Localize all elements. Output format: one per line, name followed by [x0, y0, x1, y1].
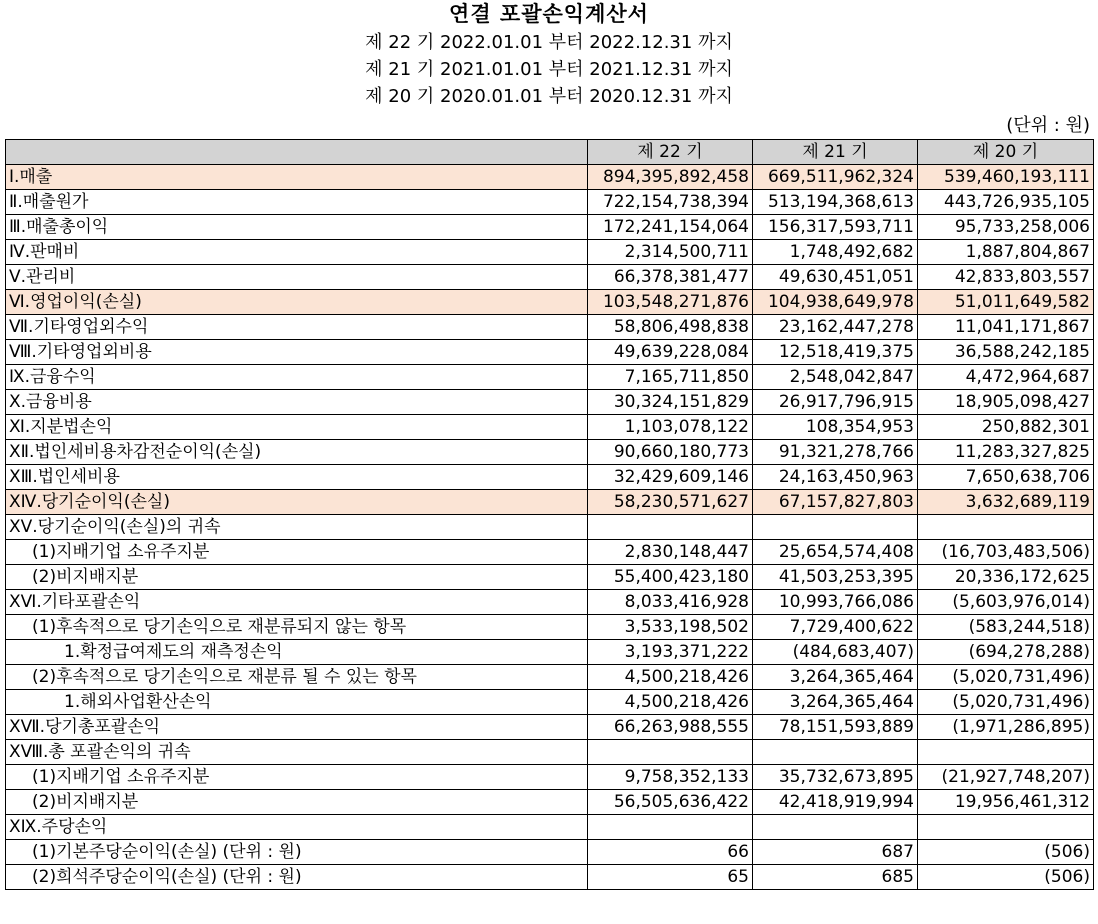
income-statement-table: [5, 139, 1094, 890]
table-row: [6, 690, 1094, 715]
row-value-p21: 49,630,451,051: [753, 265, 918, 290]
row-value-p20: (583,244,518): [918, 615, 1094, 640]
table-row: [6, 490, 1094, 515]
row-label: (1)지배기업 소유주지분: [6, 765, 588, 790]
row-value-p20: (21,927,748,207): [918, 765, 1094, 790]
row-value-p20: (5,020,731,496): [918, 690, 1094, 715]
row-value-p20: (506): [918, 865, 1094, 890]
row-value-p20: 95,733,258,006: [918, 215, 1094, 240]
row-label: Ⅹ.금융비용: [6, 390, 588, 415]
table-row: [6, 240, 1094, 265]
row-value-p21: 687: [753, 840, 918, 865]
row-value-p21: [753, 515, 918, 540]
row-value-p22: 66: [588, 840, 753, 865]
row-label: Ⅷ.기타영업외비용: [6, 340, 588, 365]
row-value-p20: [918, 515, 1094, 540]
row-value-p21: 3,264,365,464: [753, 690, 918, 715]
row-value-p20: [918, 740, 1094, 765]
row-value-p21: 23,162,447,278: [753, 315, 918, 340]
row-label: XⅨ.주당손익: [6, 815, 588, 840]
period-line-20: 제 20 기 2020.01.01 부터 2020.12.31 까지: [365, 86, 733, 107]
row-label: 1.해외사업환산손익: [6, 690, 588, 715]
row-label: XⅤ.당기순이익(손실)의 귀속: [6, 515, 588, 540]
row-value-p21: 35,732,673,895: [753, 765, 918, 790]
row-value-p21: 91,321,278,766: [753, 440, 918, 465]
table-row: [6, 615, 1094, 640]
row-value-p21: 3,264,365,464: [753, 665, 918, 690]
row-value-p20: [918, 815, 1094, 840]
table-row: [6, 365, 1094, 390]
row-value-p22: 8,033,416,928: [588, 590, 753, 615]
table-row: [6, 190, 1094, 215]
row-value-p22: 3,533,198,502: [588, 615, 753, 640]
row-value-p20: (1,971,286,895): [918, 715, 1094, 740]
header-period-21: 제 21 기: [753, 140, 918, 165]
table-row: [6, 790, 1094, 815]
row-value-p20: (16,703,483,506): [918, 540, 1094, 565]
row-value-p21: 26,917,796,915: [753, 390, 918, 415]
row-label: XⅦ.당기총포괄손익: [6, 715, 588, 740]
table-row: [6, 815, 1094, 840]
row-value-p20: 11,041,171,867: [918, 315, 1094, 340]
row-label: Ⅲ.매출총이익: [6, 215, 588, 240]
row-value-p21: 7,729,400,622: [753, 615, 918, 640]
row-label: Ⅴ.관리비: [6, 265, 588, 290]
row-value-p21: 108,354,953: [753, 415, 918, 440]
row-value-p20: 19,956,461,312: [918, 790, 1094, 815]
row-value-p20: 11,283,327,825: [918, 440, 1094, 465]
table-row: [6, 290, 1094, 315]
row-value-p21: 67,157,827,803: [753, 490, 918, 515]
row-label: (1)기본주당순이익(손실) (단위 : 원): [6, 840, 588, 865]
row-value-p22: 55,400,423,180: [588, 565, 753, 590]
row-value-p21: [753, 815, 918, 840]
row-value-p21: 10,993,766,086: [753, 590, 918, 615]
row-value-p20: (5,020,731,496): [918, 665, 1094, 690]
row-value-p22: 7,165,711,850: [588, 365, 753, 390]
row-value-p20: (5,603,976,014): [918, 590, 1094, 615]
row-value-p22: 58,230,571,627: [588, 490, 753, 515]
row-label: (1)지배기업 소유주지분: [6, 540, 588, 565]
row-value-p22: 103,548,271,876: [588, 290, 753, 315]
table-row: [6, 315, 1094, 340]
table-row: [6, 715, 1094, 740]
row-label: (2)후속적으로 당기손익으로 재분류 될 수 있는 항목: [6, 665, 588, 690]
row-value-p21: 42,418,919,994: [753, 790, 918, 815]
row-value-p22: 58,806,498,838: [588, 315, 753, 340]
table-row: [6, 540, 1094, 565]
table-row: [6, 740, 1094, 765]
row-value-p21: 24,163,450,963: [753, 465, 918, 490]
row-value-p21: [753, 740, 918, 765]
row-label: Ⅳ.판매비: [6, 240, 588, 265]
row-value-p22: 1,103,078,122: [588, 415, 753, 440]
header-period-20: 제 20 기: [918, 140, 1094, 165]
table-row: [6, 390, 1094, 415]
row-value-p21: 78,151,593,889: [753, 715, 918, 740]
row-value-p22: 9,758,352,133: [588, 765, 753, 790]
row-value-p20: 3,632,689,119: [918, 490, 1094, 515]
row-value-p21: 669,511,962,324: [753, 165, 918, 190]
row-value-p20: 42,833,803,557: [918, 265, 1094, 290]
table-row: [6, 665, 1094, 690]
row-value-p20: 250,882,301: [918, 415, 1094, 440]
row-value-p22: 32,429,609,146: [588, 465, 753, 490]
table-row: [6, 215, 1094, 240]
row-value-p22: 2,830,148,447: [588, 540, 753, 565]
row-label: Ⅺ.지분법손익: [6, 415, 588, 440]
header-period-22: 제 22 기: [588, 140, 753, 165]
row-label: (2)비지배지분: [6, 565, 588, 590]
row-value-p21: (484,683,407): [753, 640, 918, 665]
row-value-p20: 4,472,964,687: [918, 365, 1094, 390]
table-header-row: [6, 140, 1094, 165]
table-row: [6, 565, 1094, 590]
unit-label: (단위 : 원): [1006, 115, 1090, 136]
row-value-p20: 51,011,649,582: [918, 290, 1094, 315]
row-value-p20: 18,905,098,427: [918, 390, 1094, 415]
period-line-22: 제 22 기 2022.01.01 부터 2022.12.31 까지: [365, 32, 733, 53]
row-value-p20: 20,336,172,625: [918, 565, 1094, 590]
row-value-p22: [588, 515, 753, 540]
row-value-p21: 685: [753, 865, 918, 890]
period-line-21: 제 21 기 2021.01.01 부터 2021.12.31 까지: [365, 59, 733, 80]
row-label: Ⅶ.기타영업외수익: [6, 315, 588, 340]
statement-title: 연결 포괄손익계산서: [449, 2, 649, 26]
row-value-p22: 172,241,154,064: [588, 215, 753, 240]
row-label: XⅥ.기타포괄손익: [6, 590, 588, 615]
row-value-p22: 49,639,228,084: [588, 340, 753, 365]
row-value-p21: 1,748,492,682: [753, 240, 918, 265]
row-value-p22: 56,505,636,422: [588, 790, 753, 815]
table-row: [6, 765, 1094, 790]
header-account: [6, 140, 588, 165]
row-value-p22: 3,193,371,222: [588, 640, 753, 665]
row-label: XⅢ.법인세비용: [6, 465, 588, 490]
row-value-p22: 4,500,218,426: [588, 690, 753, 715]
table-row: [6, 465, 1094, 490]
row-value-p21: 41,503,253,395: [753, 565, 918, 590]
row-value-p21: 156,317,593,711: [753, 215, 918, 240]
row-value-p22: 90,660,180,773: [588, 440, 753, 465]
row-label: XⅣ.당기순이익(손실): [6, 490, 588, 515]
table-row: [6, 840, 1094, 865]
row-value-p22: 2,314,500,711: [588, 240, 753, 265]
row-value-p20: 36,588,242,185: [918, 340, 1094, 365]
row-label: (2)비지배지분: [6, 790, 588, 815]
row-value-p20: (694,278,288): [918, 640, 1094, 665]
row-value-p21: 25,654,574,408: [753, 540, 918, 565]
row-value-p22: 894,395,892,458: [588, 165, 753, 190]
row-label: Ⅵ.영업이익(손실): [6, 290, 588, 315]
row-label: XⅧ.총 포괄손익의 귀속: [6, 740, 588, 765]
row-value-p22: 722,154,738,394: [588, 190, 753, 215]
row-label: Ⅱ.매출원가: [6, 190, 588, 215]
row-label: 1.확정급여제도의 재측정손익: [6, 640, 588, 665]
row-label: (1)후속적으로 당기손익으로 재분류되지 않는 항목: [6, 615, 588, 640]
row-value-p20: (506): [918, 840, 1094, 865]
table-row: [6, 515, 1094, 540]
table-row: [6, 165, 1094, 190]
row-value-p22: 4,500,218,426: [588, 665, 753, 690]
row-value-p22: 66,378,381,477: [588, 265, 753, 290]
row-value-p20: 1,887,804,867: [918, 240, 1094, 265]
row-value-p22: [588, 815, 753, 840]
row-value-p21: 513,194,368,613: [753, 190, 918, 215]
row-label: Ⅰ.매출: [6, 165, 588, 190]
table-row: [6, 340, 1094, 365]
table-row: [6, 590, 1094, 615]
row-value-p20: 539,460,193,111: [918, 165, 1094, 190]
row-value-p20: 7,650,638,706: [918, 465, 1094, 490]
row-value-p22: 30,324,151,829: [588, 390, 753, 415]
table-row: [6, 865, 1094, 890]
row-value-p21: 12,518,419,375: [753, 340, 918, 365]
row-value-p21: 2,548,042,847: [753, 365, 918, 390]
row-value-p22: 66,263,988,555: [588, 715, 753, 740]
row-label: Ⅸ.금융수익: [6, 365, 588, 390]
row-label: XⅡ.법인세비용차감전순이익(손실): [6, 440, 588, 465]
row-label: (2)희석주당순이익(손실) (단위 : 원): [6, 865, 588, 890]
table-row: [6, 415, 1094, 440]
row-value-p21: 104,938,649,978: [753, 290, 918, 315]
table-row: [6, 265, 1094, 290]
row-value-p22: 65: [588, 865, 753, 890]
row-value-p22: [588, 740, 753, 765]
row-value-p20: 443,726,935,105: [918, 190, 1094, 215]
table-row: [6, 440, 1094, 465]
table-row: [6, 640, 1094, 665]
